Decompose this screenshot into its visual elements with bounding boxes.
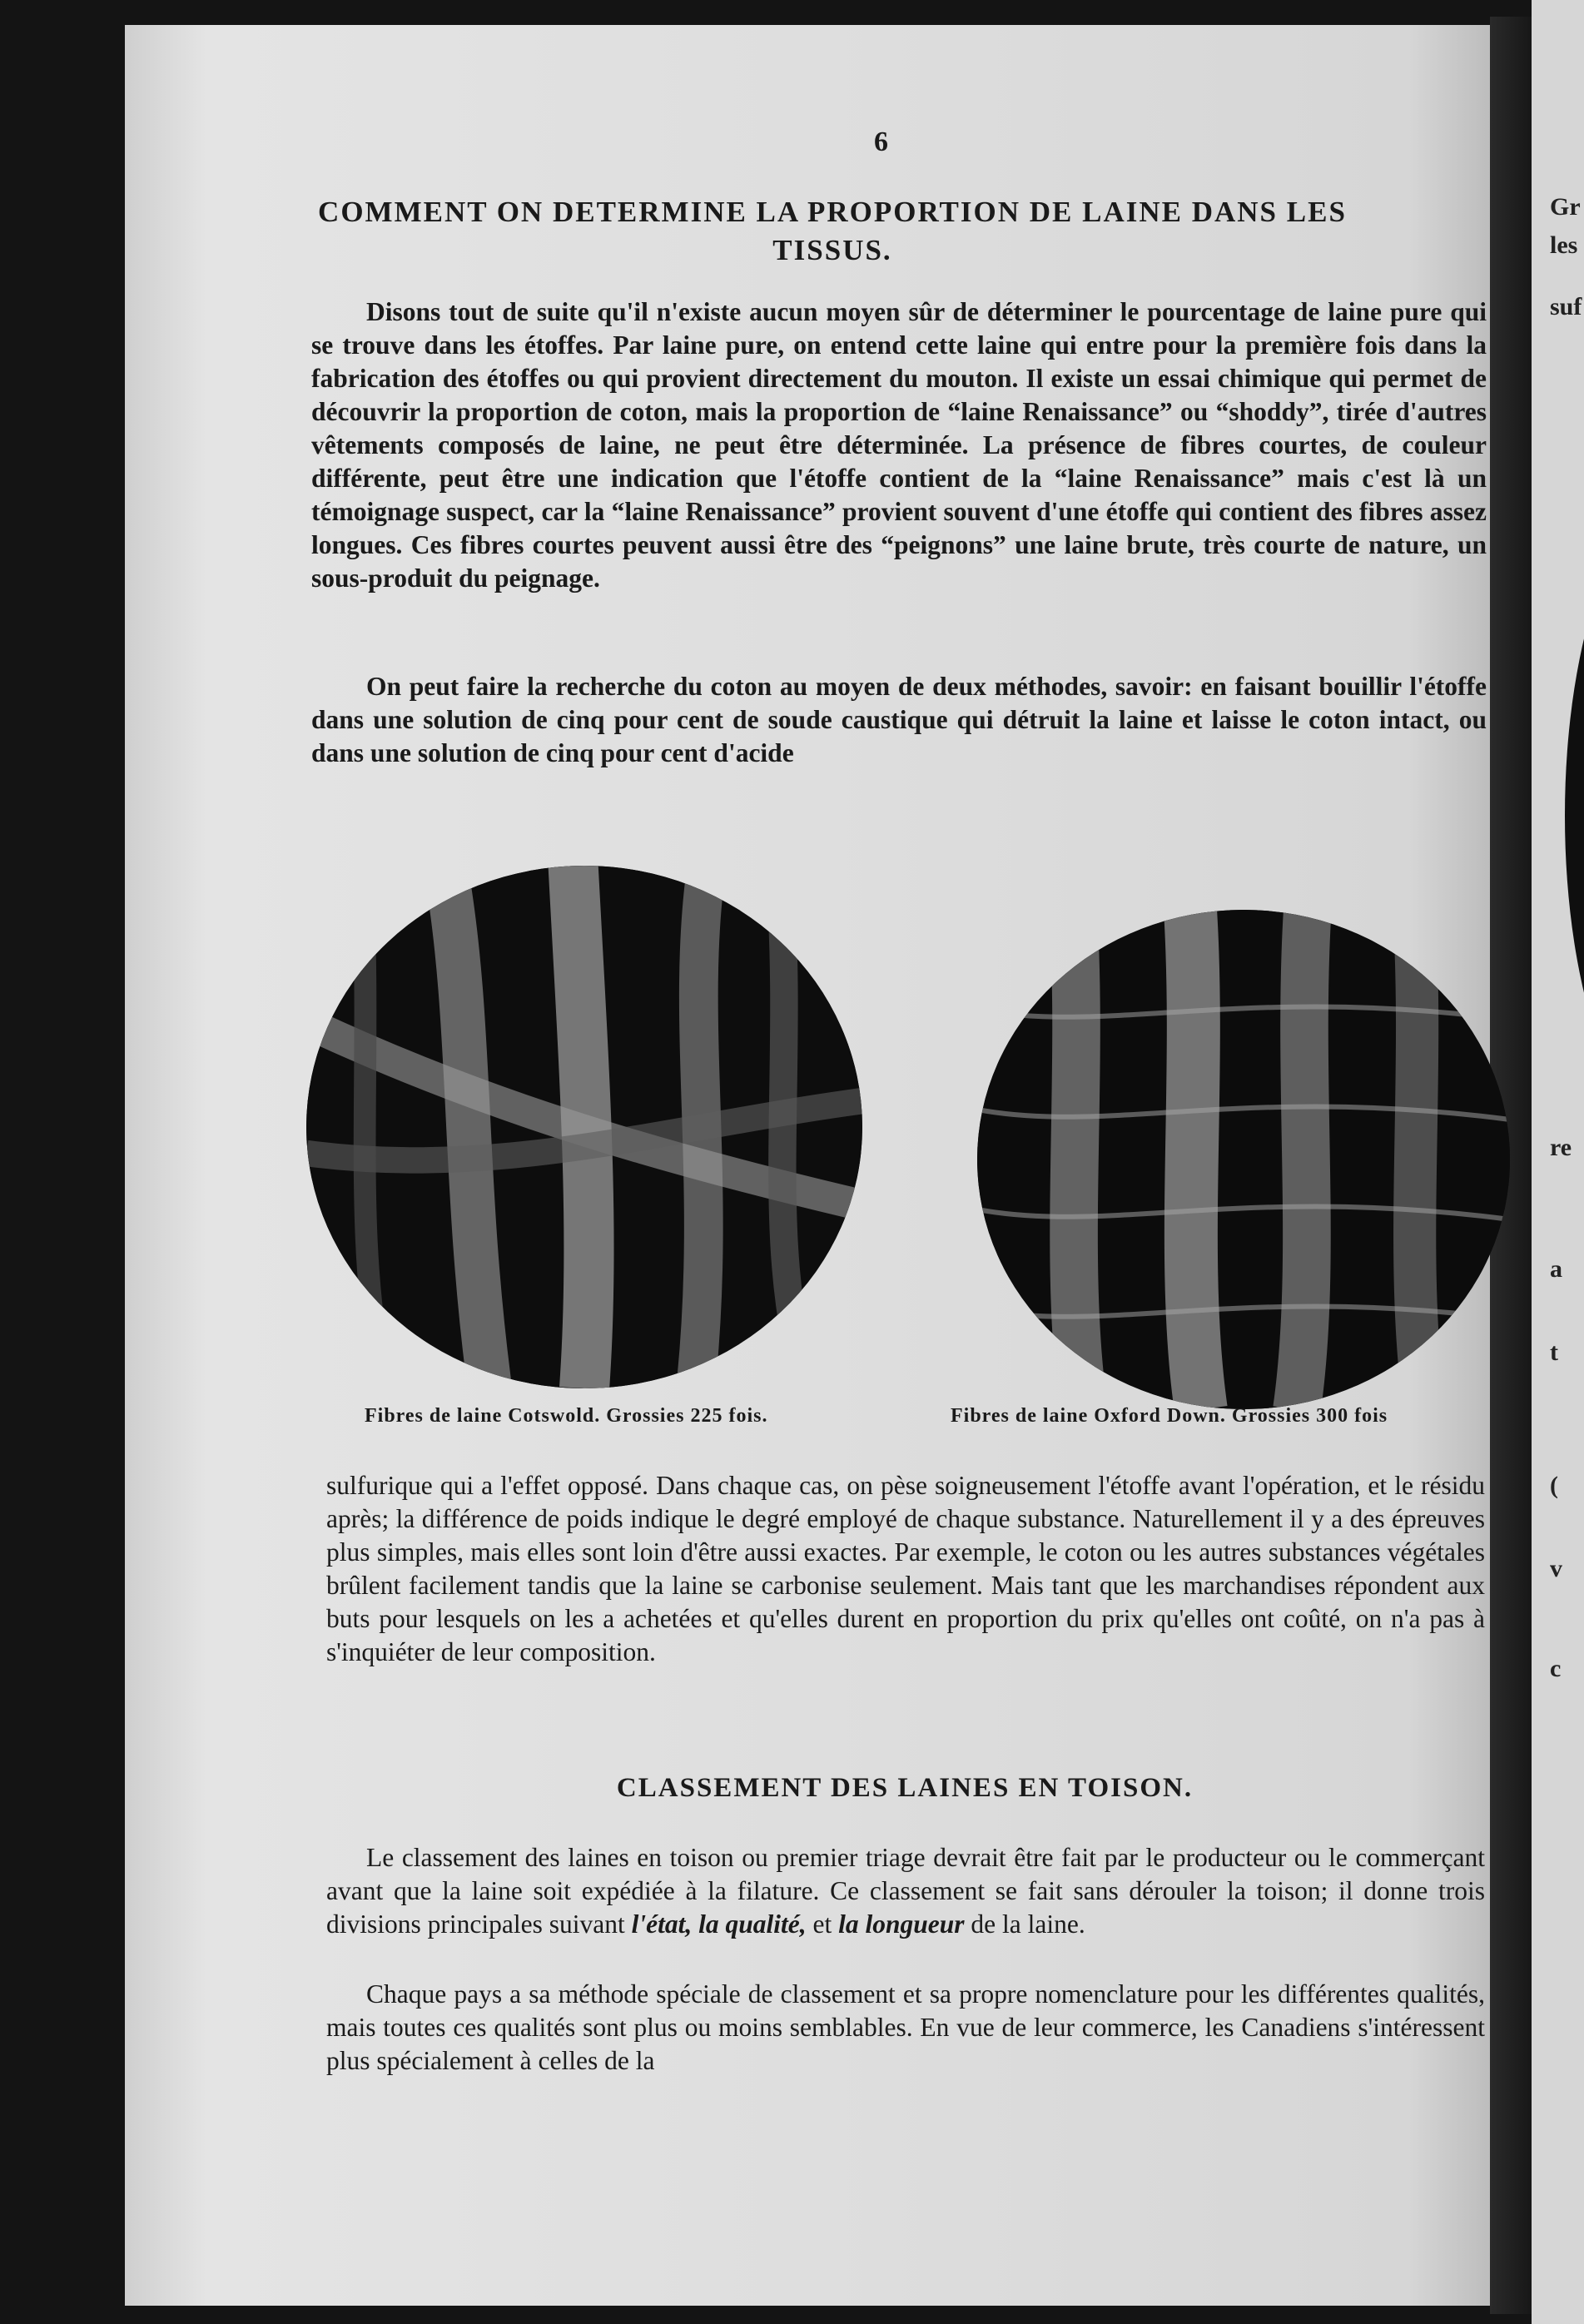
next-page-fragment: Gr [1550, 193, 1581, 221]
section-title-proportion: COMMENT ON DETERMINE LA PROPORTION DE LAINE DANS LES TISSUS. [318, 196, 1347, 266]
paragraph-pure-wool: Disons tout de suite qu'il n'existe aucun moyen sûr de déterminer le pourcentage de laine pure qui se trouve dans les étoffes. Par laine pure, on entend cette laine qui entre pour la première fois dans la fabrication des étoffes ou qui provient directement du mouton. Il existe un essai chimique qui permet de découvrir la proportion de coton, mais la proportion de “laine Renaissance” ou “shoddy”, tirée d'autres vêtements composés de laine, ne peut être déterminée. La présence de fibres courtes, de couleur différente, peut être une indication que l'étoffe contient de la “laine Renaissance” mais c'est là un témoignage suspect, car la “laine Renaissance” provient souvent d'une étoffe qui contient des fibres assez longues. Ces fibres courtes peuvent aussi être des “peignons” une laine brute, très courte de nature, un sous-produit du peignage. [311, 297, 1487, 593]
paragraph-classement [326, 1841, 1485, 1941]
next-page-fragment: c [1550, 1655, 1562, 1682]
section-title-classement: CLASSEMENT DES LAINES EN TOISON. [616, 1773, 1194, 1803]
next-page-fragment: v [1550, 1555, 1562, 1582]
page-number: 6 [874, 127, 888, 157]
paragraph-text: et [806, 1909, 839, 1939]
figure-caption-cotswold: Fibres de laine Cotswold. Grossies 225 fois. [365, 1405, 768, 1427]
paragraph-sulfuric: sulfurique qui a l'effet opposé. Dans chaque cas, on pèse soigneusement l'étoffe avant l'opération, et le résidu après; la différence de poids indique le degré employé de chaque substance. Naturellement il y a des épreuves plus simples, mais elles sont loin d'être aussi exactes. Par exemple, le coton ou les autres substances végétales brûlent facilement tandis que la laine se carbonise seulement. Mais tant que les marchandises répondent aux buts pour lesquels on les a achetées et qu'elles durent en proportion du prix qu'elles ont coûté, on n'a pas à s'inquiéter de leur composition. [326, 1471, 1485, 1666]
next-page-fragment: t [1550, 1338, 1558, 1366]
next-page-fragment: ( [1550, 1472, 1558, 1499]
next-page-figure-edge [1565, 483, 1584, 1149]
micrograph-oxford-down-image [977, 910, 1510, 1409]
paragraph-cotton-test: On peut faire la recherche du coton au moyen de deux méthodes, savoir: en faisant bouillir l'étoffe dans une solution de cinq pour cent de soude caustique qui détruit la laine et laisse le coton intact, ou dans une solution de cinq pour cent d'acide [311, 672, 1487, 767]
next-page-edge [1532, 0, 1584, 2324]
next-page-fragment: re [1550, 1134, 1572, 1161]
figure-caption-oxford-down: Fibres de laine Oxford Down. Grossies 300 fois [951, 1405, 1388, 1427]
paragraph-methode: Chaque pays a sa méthode spéciale de classement et sa propre nomenclature pour les différentes qualités, mais toutes ces qualités sont plus ou moins semblables. En vue de leur commerce, les Canadiens s'intéressent plus spécialement à celles de la [326, 1979, 1485, 2075]
emphasis-etat-qualite: l'état, la qualité, [631, 1909, 807, 1939]
paragraph-text: de la laine. [964, 1909, 1085, 1939]
micrograph-cotswold-image [306, 866, 862, 1388]
emphasis-longueur: la longueur [838, 1909, 965, 1939]
paragraph-text: Le classement des laines en toison ou premier triage devrait être fait par le producteur ou le commerçant avant que la laine soit expédiée à la filature. Ce classement se fait sans dérouler la toison; il donne trois divisions principales suivant [326, 1843, 1485, 1939]
next-page-fragment: les [1550, 231, 1578, 259]
next-page-fragment: suf [1550, 293, 1582, 320]
next-page-fragment: a [1550, 1255, 1562, 1283]
